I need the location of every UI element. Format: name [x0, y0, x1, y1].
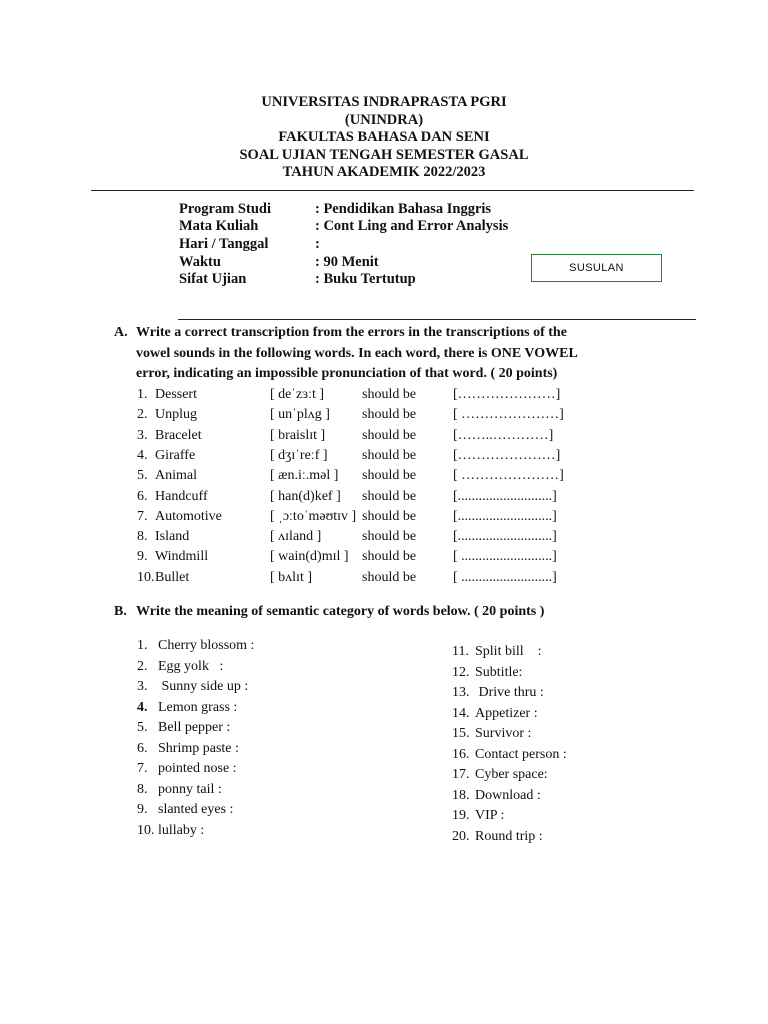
row-should-be: should be [362, 570, 417, 585]
term-number: 14. [452, 706, 470, 721]
row-answer-blank: [ …………………] [453, 407, 564, 422]
term-item: Cherry blossom : [158, 638, 255, 653]
term-item: Split bill : [475, 644, 542, 659]
term-item: Lemon grass : [158, 700, 238, 715]
row-should-be: should be [362, 509, 417, 524]
row-transcription: [ æn.iː.məl ] [270, 468, 339, 483]
term-number: 20. [452, 829, 470, 844]
section-b-instruction: Write the meaning of semantic category of words below. ( 20 points ) [136, 604, 545, 619]
term-item: Download : [475, 788, 541, 803]
info-value-program: : Pendidikan Bahasa Inggris [315, 201, 492, 217]
section-a-letter: A. [114, 325, 128, 340]
row-transcription: [ ˌɔːtoˈməʊtɪv ] [270, 509, 357, 524]
row-word: Bracelet [155, 428, 202, 443]
section-a-instruction-1: Write a correct transcription from the errors in the transcriptions of the [136, 325, 567, 340]
row-word: Island [155, 529, 190, 544]
info-label-type: Sifat Ujian [179, 271, 247, 287]
term-item: slanted eyes : [158, 802, 234, 817]
row-transcription: [ unˈplʌg ] [270, 407, 330, 422]
term-number: 6. [137, 741, 148, 756]
term-item: Appetizer : [475, 706, 538, 721]
row-should-be: should be [362, 448, 417, 463]
term-item: Survivor : [475, 726, 532, 741]
section-a-instruction-2: vowel sounds in the following words. In each word, there is ONE VOWEL [136, 346, 578, 361]
info-label-program: Program Studi [179, 201, 271, 217]
row-word: Giraffe [155, 448, 196, 463]
term-number: 12. [452, 665, 470, 680]
section-b-letter: B. [114, 604, 127, 619]
term-number: 10. [137, 823, 155, 838]
info-label-date: Hari / Tanggal [179, 236, 269, 252]
term-number: 18. [452, 788, 470, 803]
row-word: Unplug [155, 407, 197, 422]
row-answer-blank: [...........................] [453, 489, 557, 504]
academic-year: TAHUN AKADEMIK 2022/2023 [282, 164, 486, 180]
header-divider [91, 190, 694, 191]
row-number: 9. [137, 549, 148, 564]
row-word: Automotive [155, 509, 222, 524]
row-number: 2. [137, 407, 148, 422]
row-transcription: [ dʒɪˈreːf ] [270, 448, 328, 463]
term-number: 7. [137, 761, 148, 776]
row-should-be: should be [362, 407, 417, 422]
row-number: 7. [137, 509, 148, 524]
row-answer-blank: [ ..........................] [453, 549, 557, 564]
info-value-type: : Buku Tertutup [315, 271, 416, 287]
term-item: VIP : [475, 808, 505, 823]
row-should-be: should be [362, 549, 417, 564]
row-number: 3. [137, 428, 148, 443]
term-item: lullaby : [158, 823, 205, 838]
row-number: 10. [137, 570, 155, 585]
row-answer-blank: [……..…………] [453, 428, 554, 443]
university-abbr: (UNINDRA) [344, 111, 424, 128]
term-item: Subtitle: [475, 665, 523, 680]
term-number: 2. [137, 659, 148, 674]
row-number: 4. [137, 448, 148, 463]
row-answer-blank: […………………] [453, 448, 561, 463]
row-transcription: [ bʌlɪt ] [270, 570, 312, 585]
university-name: UNIVERSITAS INDRAPRASTA PGRI [261, 94, 507, 110]
faculty-name: FAKULTAS BAHASA DAN SENI [278, 129, 490, 145]
row-should-be: should be [362, 468, 417, 483]
term-number: 9. [137, 802, 148, 817]
term-item: Bell pepper : [158, 720, 231, 735]
row-word: Bullet [155, 570, 190, 585]
term-number: 5. [137, 720, 148, 735]
row-word: Animal [155, 468, 197, 483]
term-item: Round trip : [475, 829, 543, 844]
row-answer-blank: [ …………………] [453, 468, 564, 483]
exam-title: SOAL UJIAN TENGAH SEMESTER GASAL [239, 146, 529, 163]
term-number: 13. [452, 685, 470, 700]
term-number: 19. [452, 808, 470, 823]
term-number: 3. [137, 679, 148, 694]
row-word: Handcuff [155, 489, 208, 504]
row-number: 6. [137, 489, 148, 504]
term-item: Drive thru : [475, 685, 544, 700]
info-value-date: : [315, 236, 320, 252]
term-number: 11. [452, 644, 469, 659]
row-transcription: [ ʌɪland ] [270, 529, 322, 544]
term-item: ponny tail : [158, 782, 222, 797]
term-number: 4. [137, 700, 148, 715]
row-answer-blank: [...........................] [453, 509, 557, 524]
row-should-be: should be [362, 428, 417, 443]
term-item: Contact person : [475, 747, 567, 762]
row-should-be: should be [362, 529, 417, 544]
row-answer-blank: [...........................] [453, 529, 557, 544]
term-item: Cyber space: [475, 767, 548, 782]
exam-header [0, 94, 768, 182]
row-number: 5. [137, 468, 148, 483]
term-number: 15. [452, 726, 470, 741]
susulan-badge: SUSULAN [531, 254, 662, 282]
term-number: 1. [137, 638, 148, 653]
term-item: pointed nose : [158, 761, 237, 776]
row-number: 1. [137, 387, 148, 402]
info-label-course: Mata Kuliah [179, 218, 259, 234]
row-transcription: [ wain(d)mɪl ] [270, 549, 349, 564]
term-item: Egg yolk : [158, 659, 224, 674]
row-transcription: [ deˈzɜːt ] [270, 387, 325, 402]
row-should-be: should be [362, 489, 417, 504]
row-should-be: should be [362, 387, 417, 402]
row-answer-blank: […………………] [453, 387, 561, 402]
info-value-course: : Cont Ling and Error Analysis [315, 218, 509, 234]
row-answer-blank: [ ..........................] [453, 570, 557, 585]
term-item: Sunny side up : [158, 679, 249, 694]
info-value-time: : 90 Menit [315, 254, 379, 270]
row-word: Windmill [155, 549, 209, 564]
row-number: 8. [137, 529, 148, 544]
term-number: 8. [137, 782, 148, 797]
term-number: 16. [452, 747, 470, 762]
info-divider [178, 319, 696, 320]
row-word: Dessert [155, 387, 197, 402]
section-a-instruction-3: error, indicating an impossible pronunciation of that word. ( 20 points) [136, 366, 558, 381]
row-transcription: [ han(d)kef ] [270, 489, 341, 504]
term-item: Shrimp paste : [158, 741, 239, 756]
info-label-time: Waktu [179, 254, 221, 270]
row-transcription: [ braislɪt ] [270, 428, 326, 443]
term-number: 17. [452, 767, 470, 782]
